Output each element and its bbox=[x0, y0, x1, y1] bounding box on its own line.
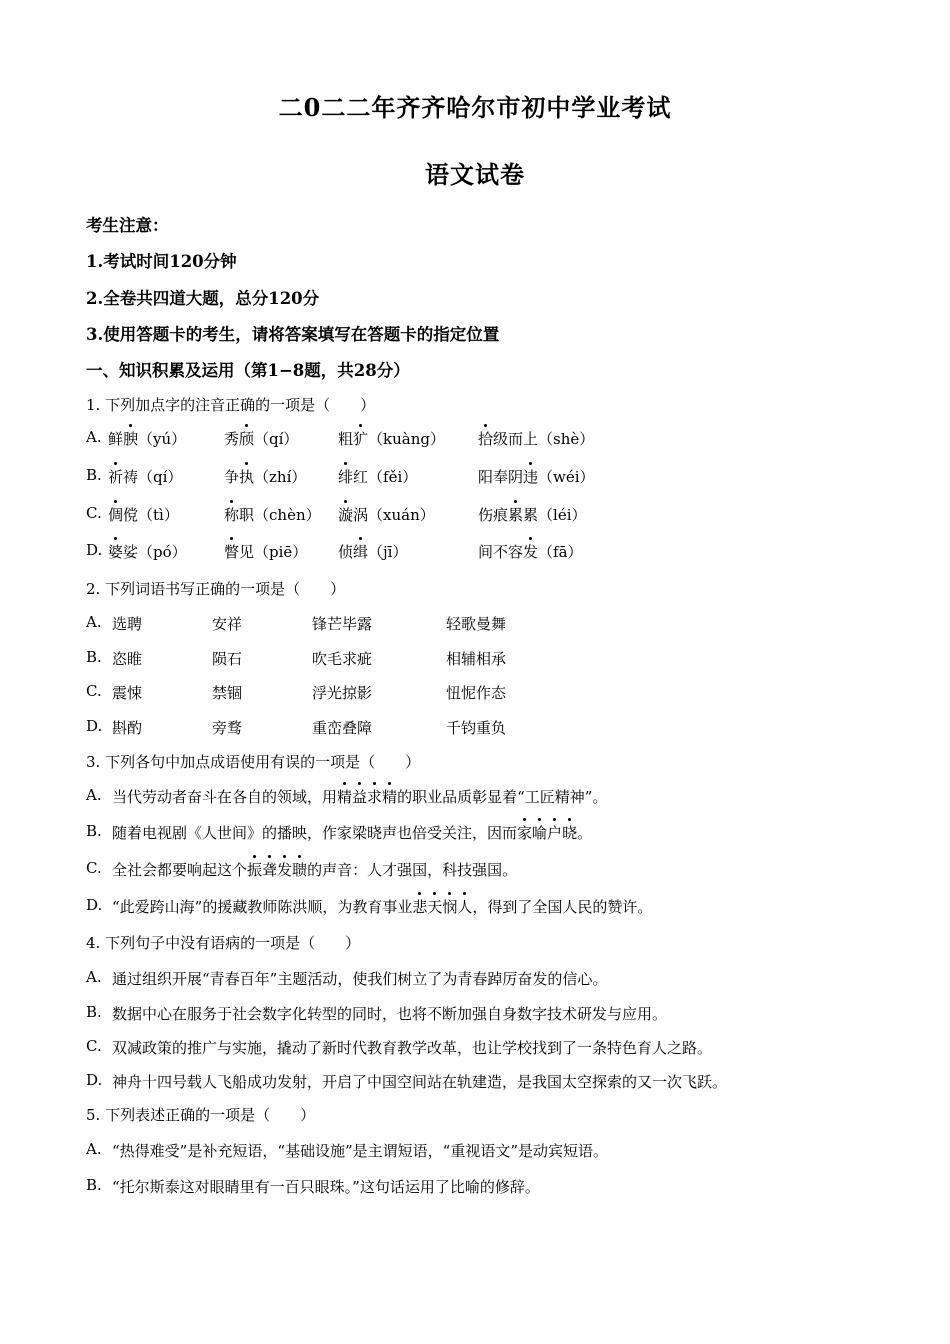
option-word: 安祥 bbox=[212, 615, 243, 633]
option-text: 双减政策的推广与实施，撬动了新时代教育教学改革，也让学校找到了一条特色育人之路。 bbox=[112, 1039, 713, 1057]
option-word: 震悚 bbox=[112, 684, 143, 702]
option-label: A. bbox=[86, 428, 102, 446]
option-word: 恣睢 bbox=[112, 650, 143, 668]
option-text: 通过组织开展“青春百年”主题活动，使我们树立了为青春踔厉奋发的信心。 bbox=[112, 970, 608, 988]
option-label: B. bbox=[86, 648, 102, 666]
notice-item: 1.考试时间120分钟 bbox=[86, 252, 237, 271]
option-item: 侦缉（jī） bbox=[338, 543, 408, 561]
notice-item: 3.使用答题卡的考生，请将答案填写在答题卡的指定位置 bbox=[86, 325, 500, 344]
question-2-stem: 2. 下列词语书写正确的一项是（ ） bbox=[86, 580, 346, 598]
dotted-char: 腴 bbox=[123, 430, 139, 448]
dotted-char: 悯 bbox=[442, 898, 458, 916]
option-label: B. bbox=[86, 466, 102, 484]
option-label: C. bbox=[86, 1037, 102, 1055]
option-word: 吹毛求疵 bbox=[312, 650, 373, 668]
option-label: D. bbox=[86, 541, 103, 559]
section-heading: 一、知识积累及运用（第1−8题，共28分） bbox=[86, 361, 410, 380]
dotted-char: 婆 bbox=[108, 543, 124, 561]
option-label: A. bbox=[86, 613, 102, 631]
option-text: “托尔斯泰这对眼睛里有一百只眼珠。”这句话运用了比喻的修辞。 bbox=[112, 1178, 540, 1196]
option-label: A. bbox=[86, 968, 102, 986]
option-item: 婆娑（pó） bbox=[108, 543, 187, 561]
dotted-char: 发 bbox=[277, 861, 293, 879]
dotted-char: 精 bbox=[382, 788, 398, 806]
option-word: 陨石 bbox=[212, 650, 243, 668]
dotted-char: 漩 bbox=[338, 506, 354, 524]
dotted-char: 悲 bbox=[412, 898, 428, 916]
dotted-char: 发 bbox=[523, 543, 539, 561]
dotted-char: 聋 bbox=[262, 861, 278, 879]
option-item: 拾级而上（shè） bbox=[478, 430, 595, 448]
dotted-char: 累 bbox=[508, 506, 524, 524]
option-item: 间不容发（fā） bbox=[478, 543, 583, 561]
option-label: A. bbox=[86, 1140, 102, 1158]
dotted-text bbox=[517, 824, 577, 842]
dotted-char: 精 bbox=[337, 788, 353, 806]
option-word: 禁锢 bbox=[212, 684, 243, 702]
question-5-stem: 5. 下列表述正确的一项是（ ） bbox=[86, 1106, 316, 1124]
dotted-char: 违 bbox=[523, 468, 539, 486]
option-label: C. bbox=[86, 859, 102, 877]
option-word: 斟酌 bbox=[112, 719, 143, 737]
option-word: 轻歌曼舞 bbox=[446, 615, 507, 633]
dotted-char: 家 bbox=[517, 824, 533, 842]
dotted-char: 颀 bbox=[239, 430, 255, 448]
option-label: B. bbox=[86, 1003, 102, 1021]
dotted-char: 瞥 bbox=[224, 543, 240, 561]
dotted-char: 执 bbox=[239, 468, 255, 486]
notice-item: 2.全卷共四道大题，总分120分 bbox=[86, 289, 320, 308]
dotted-char: 晓 bbox=[562, 824, 578, 842]
option-word: 旁骛 bbox=[212, 719, 243, 737]
question-1-stem: 1. 下列加点字的注音正确的一项是（ ） bbox=[86, 396, 376, 414]
option-label: C. bbox=[86, 504, 102, 522]
dotted-char: 祈 bbox=[108, 468, 124, 486]
dotted-char: 拾 bbox=[478, 430, 494, 448]
option-text: 当代劳动者奋斗在各自的领域，用精益求精的职业品质彰显着“工匠精神”。 bbox=[112, 788, 608, 806]
dotted-char: 犷 bbox=[353, 430, 369, 448]
exam-subtitle: 语文试卷 bbox=[425, 160, 525, 189]
option-text: 随着电视剧《人世间》的播映，作家梁晓声也倍受关注，因而家喻户晓。 bbox=[112, 824, 593, 842]
option-item: 祈祷（qí） bbox=[108, 468, 183, 486]
question-3-stem: 3. 下列各句中加点成语使用有误的一项是（ ） bbox=[86, 753, 421, 771]
option-label: B. bbox=[86, 822, 102, 840]
dotted-char: 缉 bbox=[353, 543, 369, 561]
exam-title: 二0二二年齐齐哈尔市初中学业考试 bbox=[278, 93, 672, 122]
question-4-stem: 4. 下列句子中没有语病的一项是（ ） bbox=[86, 934, 361, 952]
option-label: D. bbox=[86, 1071, 103, 1089]
option-item: 秀颀（qí） bbox=[224, 430, 299, 448]
option-word: 锋芒毕露 bbox=[312, 615, 373, 633]
dotted-char: 喻 bbox=[532, 824, 548, 842]
dotted-char: 户 bbox=[547, 824, 563, 842]
dotted-char: 倜 bbox=[108, 506, 124, 524]
option-text: “热得难受”是补充短语，“基础设施”是主谓短语，“重视语文”是动宾短语。 bbox=[112, 1142, 609, 1160]
option-item: 争执（zhí） bbox=[224, 468, 307, 486]
dotted-char: 振 bbox=[247, 861, 263, 879]
dotted-char: 聩 bbox=[292, 861, 308, 879]
dotted-text bbox=[337, 788, 397, 806]
option-label: C. bbox=[86, 682, 102, 700]
option-word: 选聘 bbox=[112, 615, 143, 633]
option-word: 浮光掠影 bbox=[312, 684, 373, 702]
option-item: 绯红（fěi） bbox=[338, 468, 418, 486]
option-item: 倜傥（tì） bbox=[108, 506, 179, 524]
option-word: 千钧重负 bbox=[446, 719, 507, 737]
option-text: 全社会都要响起这个振聋发聩的声音：人才强国，科技强国。 bbox=[112, 861, 518, 879]
option-item: 瞥见（piē） bbox=[224, 543, 308, 561]
dotted-char: 益 bbox=[352, 788, 368, 806]
option-text: 神舟十四号载人飞船成功发射，开启了中国空间站在轨建造，是我国太空探索的又一次飞跃。 bbox=[112, 1073, 728, 1091]
option-item: 粗犷（kuàng） bbox=[338, 430, 445, 448]
dotted-char: 称 bbox=[224, 506, 240, 524]
notice-heading: 考生注意： bbox=[86, 216, 169, 235]
option-text: 数据中心在服务于社会数字化转型的同时，也将不断加强自身数字技术研发与应用。 bbox=[112, 1005, 668, 1023]
option-label: A. bbox=[86, 786, 102, 804]
dotted-char: 人 bbox=[457, 898, 473, 916]
dotted-char: 求 bbox=[367, 788, 383, 806]
dotted-char: 绯 bbox=[338, 468, 354, 486]
option-item: 称职（chèn） bbox=[224, 506, 321, 524]
option-label: D. bbox=[86, 896, 103, 914]
option-word: 相辅相承 bbox=[446, 650, 507, 668]
option-item: 漩涡（xuán） bbox=[338, 506, 435, 524]
option-label: B. bbox=[86, 1176, 102, 1194]
option-label: D. bbox=[86, 717, 103, 735]
dotted-text bbox=[412, 898, 472, 916]
option-word: 忸怩作态 bbox=[446, 684, 507, 702]
option-word: 重峦叠障 bbox=[312, 719, 373, 737]
option-item: 阳奉阴违（wéi） bbox=[478, 468, 595, 486]
option-item: 鲜腴（yú） bbox=[108, 430, 187, 448]
dotted-text bbox=[247, 861, 307, 879]
dotted-char: 天 bbox=[427, 898, 443, 916]
option-text: “此爱跨山海”的援藏教师陈洪顺，为教育事业悲天悯人，得到了全国人民的赞许。 bbox=[112, 898, 653, 916]
option-item: 伤痕累累（léi） bbox=[478, 506, 587, 524]
